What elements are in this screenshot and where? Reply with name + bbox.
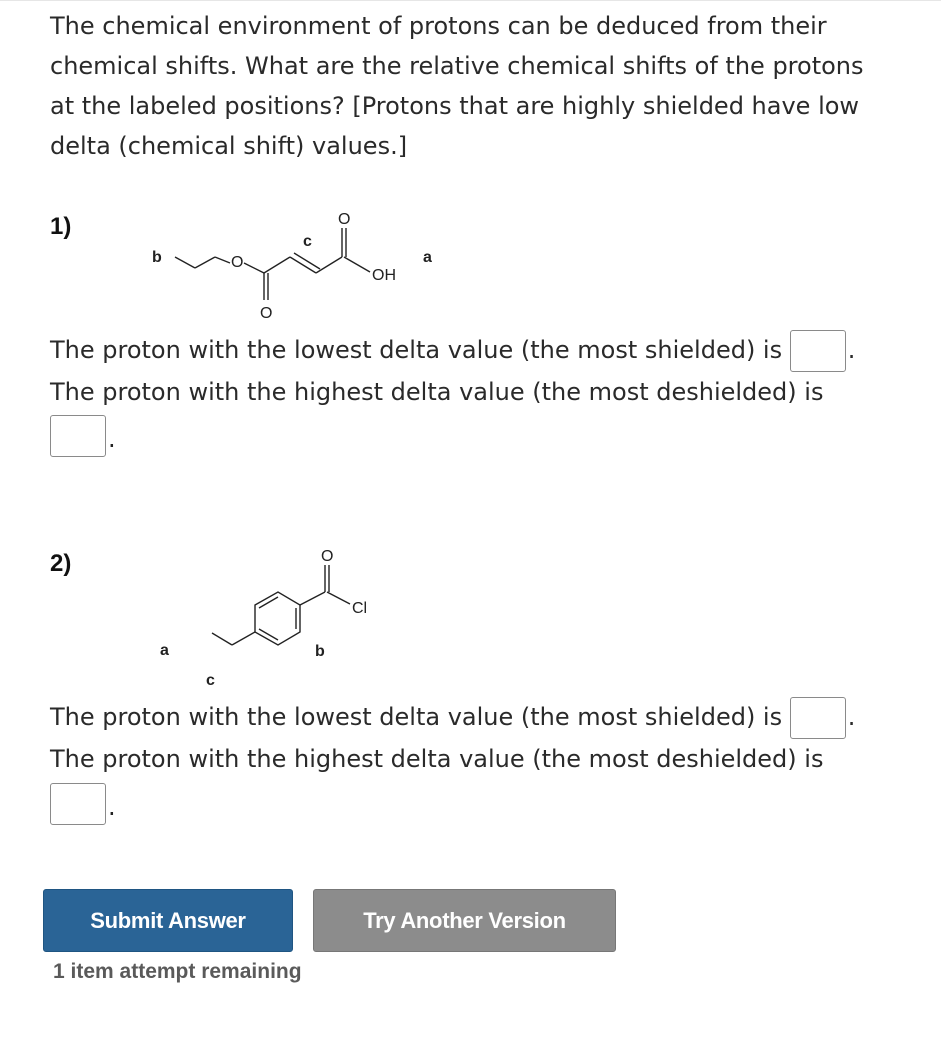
structure-2-label-a: a xyxy=(160,642,169,659)
structure-2 xyxy=(140,540,400,690)
structure-1-atom-oh: OH xyxy=(372,267,396,284)
structure-1 xyxy=(140,200,440,320)
structure-1-label-a: a xyxy=(423,249,432,266)
part-2-highest-answer-input[interactable] xyxy=(50,783,106,825)
part-2-lowest-period: . xyxy=(847,703,856,731)
part-2-highest-period: . xyxy=(108,793,116,821)
part-1-number: 1) xyxy=(50,213,72,240)
part-1-lowest-line xyxy=(50,330,910,372)
structure-1-atom-o-top: O xyxy=(338,211,351,228)
part-1-lowest-text: The proton with the lowest delta value (the most shielded) is xyxy=(50,336,783,364)
try-another-version-button[interactable]: Try Another Version xyxy=(313,889,616,952)
structure-2-label-c: c xyxy=(206,672,215,689)
part-2-lowest-text: The proton with the lowest delta value (the most shielded) is xyxy=(50,703,783,731)
part-2-lowest-line xyxy=(50,697,910,739)
part-1-highest-text: The proton with the highest delta value (the most deshielded) is xyxy=(50,378,824,406)
structure-2-label-b: b xyxy=(315,643,325,660)
part-2-highest-answer-row xyxy=(50,783,116,825)
structure-1-label-c: c xyxy=(303,233,312,250)
part-2-highest-text: The proton with the highest delta value (the most deshielded) is xyxy=(50,745,824,773)
part-1-highest-answer-row xyxy=(50,415,116,457)
part-1-highest-answer-input[interactable] xyxy=(50,415,106,457)
submit-answer-button[interactable]: Submit Answer xyxy=(43,889,293,952)
part-2-number: 2) xyxy=(50,550,72,577)
structure-1-label-b: b xyxy=(152,249,162,266)
part-1-lowest-answer-input[interactable] xyxy=(790,330,846,372)
structure-2-atom-cl: Cl xyxy=(352,600,368,617)
attempts-remaining-text: 1 item attempt remaining xyxy=(53,960,302,983)
part-1-lowest-period: . xyxy=(847,336,856,364)
question-intro: The chemical environment of protons can be deduced from their chemical shifts. What are the relative chemical shifts of the protons at the labeled positions? [Protons that are highly shielded have low delta (chemical shift) values.] xyxy=(50,12,864,160)
structure-2-atom-o: O xyxy=(321,548,334,565)
part-1-highest-period: . xyxy=(108,425,116,453)
part-2-lowest-answer-input[interactable] xyxy=(790,697,846,739)
structure-1-atom-o-ether: O xyxy=(231,254,244,271)
structure-1-atom-o-bottom: O xyxy=(260,305,273,320)
top-divider xyxy=(0,0,941,1)
